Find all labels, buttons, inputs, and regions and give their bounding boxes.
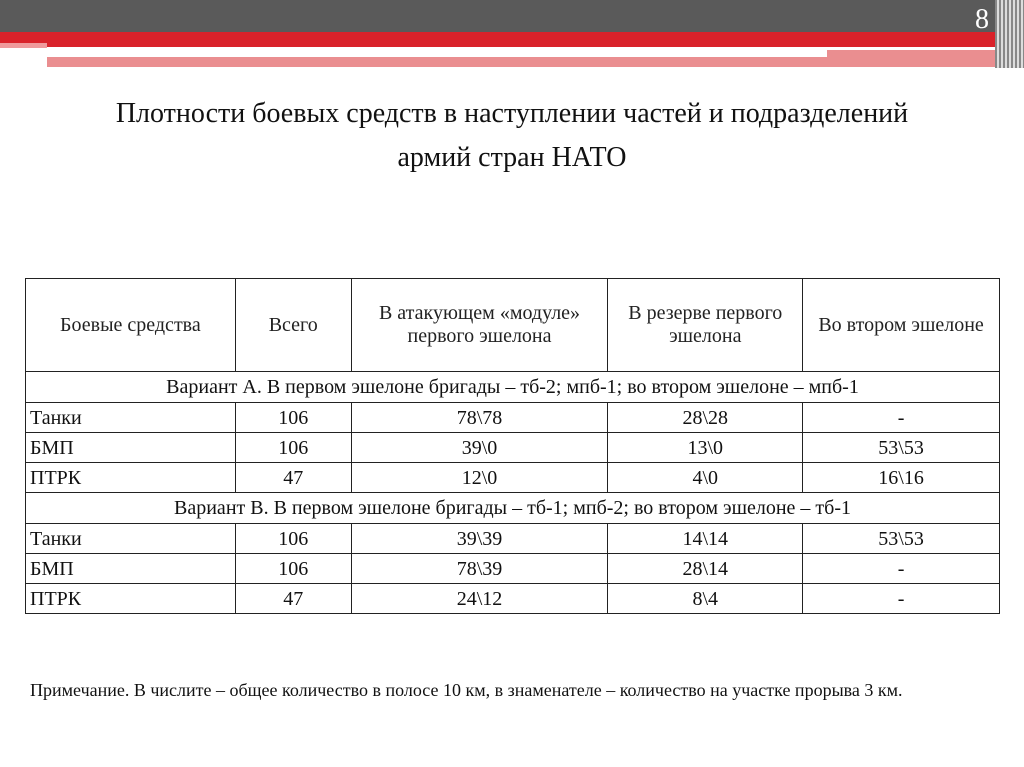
variant-row [26, 372, 1000, 403]
table-cell: 14\14 [608, 524, 803, 554]
table-cell: 4\0 [608, 463, 803, 493]
table-cell: БМП [26, 433, 236, 463]
table-cell: 24\12 [351, 584, 608, 614]
density-table [25, 278, 1000, 614]
decor-stripe [0, 43, 47, 48]
table-cell: 39\0 [351, 433, 608, 463]
variant-label: Вариант В. В первом эшелоне бригады – тб-1; мпб-2; во втором эшелоне – тб-1 [26, 493, 1000, 524]
table-cell: - [803, 584, 1000, 614]
decor-stripe [827, 50, 997, 67]
table-cell: БМП [26, 554, 236, 584]
table-cell: Во втором эшелоне [803, 279, 1000, 372]
table-cell: Всего [235, 279, 351, 372]
table-cell: Боевые средства [26, 279, 236, 372]
slide-number: 8 [975, 4, 989, 35]
table-cell: 12\0 [351, 463, 608, 493]
table-cell: - [803, 554, 1000, 584]
table-cell: - [803, 403, 1000, 433]
table-cell: 106 [235, 403, 351, 433]
header-red-stripe [0, 32, 1000, 47]
table-cell: 106 [235, 524, 351, 554]
table-row [26, 279, 1000, 372]
table-cell: В атакующем «модуле» первого эшелона [351, 279, 608, 372]
title-line: армий стран НАТО [397, 142, 627, 173]
table-row [26, 433, 1000, 463]
table-cell: 13\0 [608, 433, 803, 463]
header-bar [0, 0, 1024, 32]
slide-title [0, 92, 1024, 180]
table-cell: 106 [235, 433, 351, 463]
table-cell: 16\16 [803, 463, 1000, 493]
decor-edge [995, 0, 1024, 68]
table-cell: Танки [26, 524, 236, 554]
table-cell: В резерве первого эшелона [608, 279, 803, 372]
table-row [26, 463, 1000, 493]
variant-label: Вариант А. В первом эшелоне бригады – тб-2; мпб-1; во втором эшелоне – мпб-1 [26, 372, 1000, 403]
table-cell: ПТРК [26, 584, 236, 614]
table-cell: 106 [235, 554, 351, 584]
table-cell: 47 [235, 463, 351, 493]
table-row [26, 554, 1000, 584]
table-cell: 28\28 [608, 403, 803, 433]
table-cell: 47 [235, 584, 351, 614]
table-cell: 53\53 [803, 524, 1000, 554]
table-cell: 53\53 [803, 433, 1000, 463]
variant-row [26, 493, 1000, 524]
table-cell: 39\39 [351, 524, 608, 554]
table-cell: 8\4 [608, 584, 803, 614]
title-line: Плотности боевых средств в наступлении частей и подразделений [115, 98, 909, 129]
table-row [26, 403, 1000, 433]
note: Примечание. В числите – общее количество в полосе 10 км, в знаменателе – количество на участке прорыва 3 км. [30, 680, 903, 700]
table-cell: Танки [26, 403, 236, 433]
table-row [26, 584, 1000, 614]
table-cell: 28\14 [608, 554, 803, 584]
table-cell: ПТРК [26, 463, 236, 493]
table-cell: 78\78 [351, 403, 608, 433]
table-row [26, 524, 1000, 554]
decor-stripe [47, 57, 887, 67]
table-cell: 78\39 [351, 554, 608, 584]
